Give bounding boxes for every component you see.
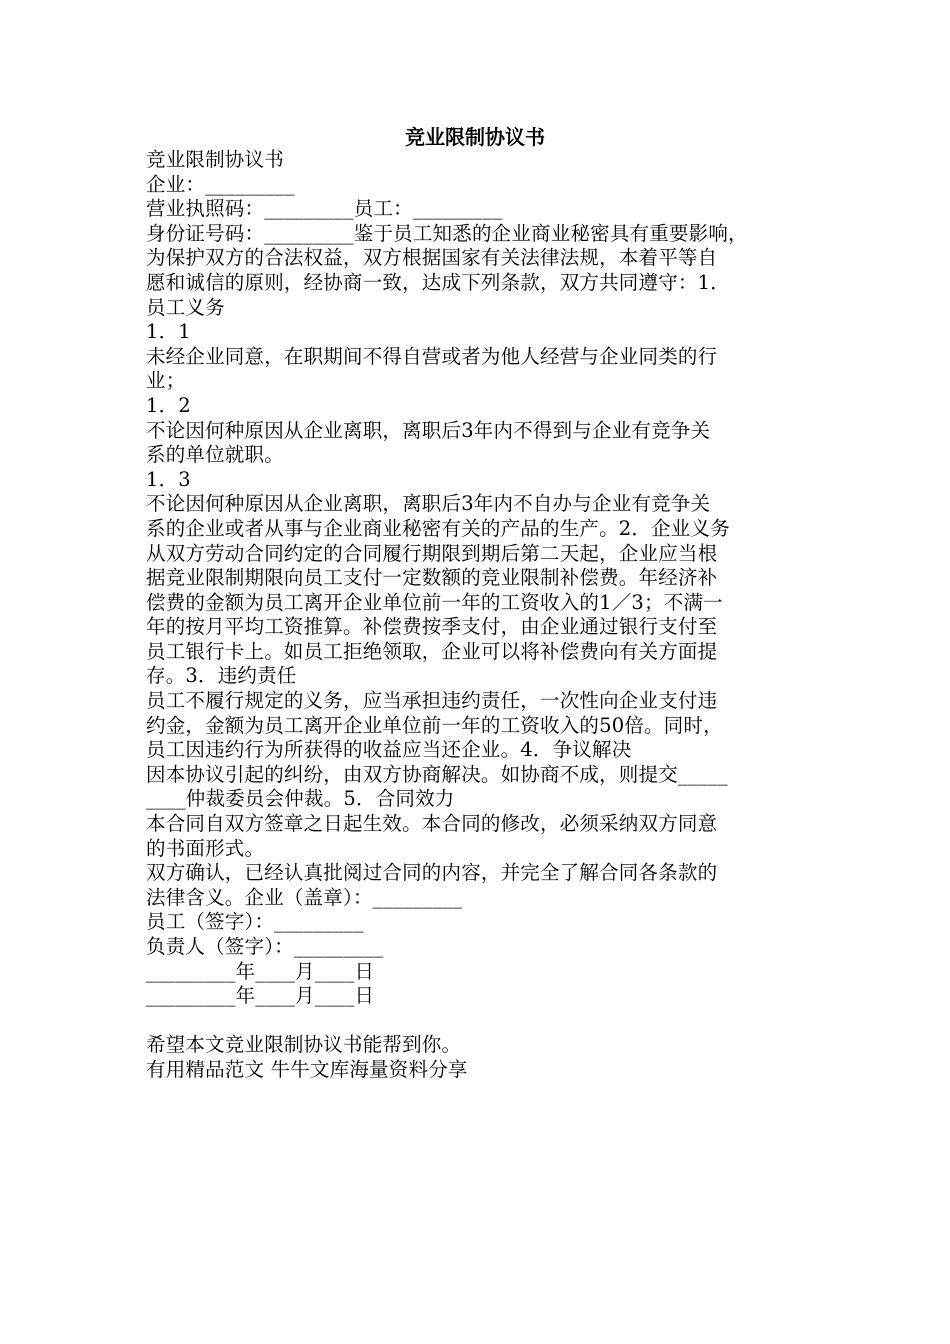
body-line: 本合同自双方签章之日起生效。本合同的修改，必须采纳双方同意 bbox=[146, 812, 718, 836]
body-line: 企业：_________ bbox=[146, 172, 295, 196]
body-line: 竞业限制协议书 bbox=[146, 148, 284, 171]
body-line: 系的企业或者从事与企业商业秘密有关的产品的生产。2．企业义务 bbox=[146, 516, 730, 540]
body-line: 愿和诚信的原则，经协商一致，达成下列条款，双方共同遵守：1． bbox=[146, 270, 730, 294]
body-line: 员工银行卡上。如员工拒绝领取，企业可以将补偿费向有关方面提 bbox=[146, 639, 718, 663]
body-line: 负责人（签字）：_________ bbox=[146, 935, 384, 958]
body-line: 未经企业同意，在职期间不得自营或者为他人经营与企业同类的行 bbox=[146, 344, 718, 368]
body-line: 系的单位就职。 bbox=[146, 443, 284, 467]
body-line: ____仲裁委员会仲裁。5．合同效力 bbox=[146, 787, 455, 811]
body-line: _________年____月____日 bbox=[146, 984, 375, 1008]
body-line: 1．3 bbox=[146, 467, 191, 491]
body-line: 员工（签字）：_________ bbox=[146, 910, 364, 934]
body-line: 从双方劳动合同约定的合同履行期限到期后第二天起，企业应当根 bbox=[146, 541, 718, 565]
body-line: 存。3．违约责任 bbox=[146, 664, 297, 688]
blank-line bbox=[146, 1009, 816, 1034]
body-line: 有用精品范文 牛牛文库海量资料分享 bbox=[146, 1057, 468, 1081]
body-line: 员工不履行规定的义务，应当承担违约责任，一次性向企业支付违 bbox=[146, 689, 718, 713]
body-line: 据竞业限制期限向员工支付一定数额的竞业限制补偿费。年经济补 bbox=[146, 566, 718, 590]
body-line: 的书面形式。 bbox=[146, 836, 265, 860]
body-line: 因本协议引起的纠纷，由双方协商解决。如协商不成，则提交_____ bbox=[146, 762, 728, 786]
body-line: 员工义务 bbox=[146, 295, 225, 319]
body-line: 1．2 bbox=[146, 393, 191, 417]
body-line: 双方确认，已经认真批阅过合同的内容，并完全了解合同各条款的 bbox=[146, 861, 718, 885]
body-line: 年的按月平均工资推算。补偿费按季支付，由企业通过银行支付至 bbox=[146, 615, 718, 639]
body-line: 不论因何种原因从企业离职，离职后3年内不自办与企业有竞争关 bbox=[146, 492, 711, 516]
body-line: 希望本文竞业限制协议书能帮到你。 bbox=[146, 1033, 462, 1057]
body-line: 为保护双方的合法权益，双方根据国家有关法律法规，本着平等自 bbox=[146, 246, 718, 270]
body-line: 员工因违约行为所获得的收益应当还企业。4．争议解决 bbox=[146, 738, 632, 762]
body-line: 业； bbox=[146, 369, 186, 393]
body-line: 身份证号码：_________鉴于员工知悉的企业商业秘密具有重要影响， bbox=[146, 221, 748, 245]
body-line: 营业执照码：_________员工：_________ bbox=[146, 197, 503, 221]
document-body bbox=[146, 148, 816, 1083]
body-line: 不论因何种原因从企业离职，离职后3年内不得到与企业有竞争关 bbox=[146, 418, 711, 442]
document-title: 竞业限制协议书 bbox=[405, 125, 545, 149]
body-line: 法律含义。企业（盖章）：_________ bbox=[146, 885, 463, 909]
body-line: 约金，金额为员工离开企业单位前一年的工资收入的50倍。同时， bbox=[146, 713, 723, 737]
body-line: 偿费的金额为员工离开企业单位前一年的工资收入的1／3；不满一 bbox=[146, 590, 723, 614]
body-line: _________年____月____日 bbox=[146, 959, 375, 983]
body-line: 1．1 bbox=[146, 320, 191, 344]
